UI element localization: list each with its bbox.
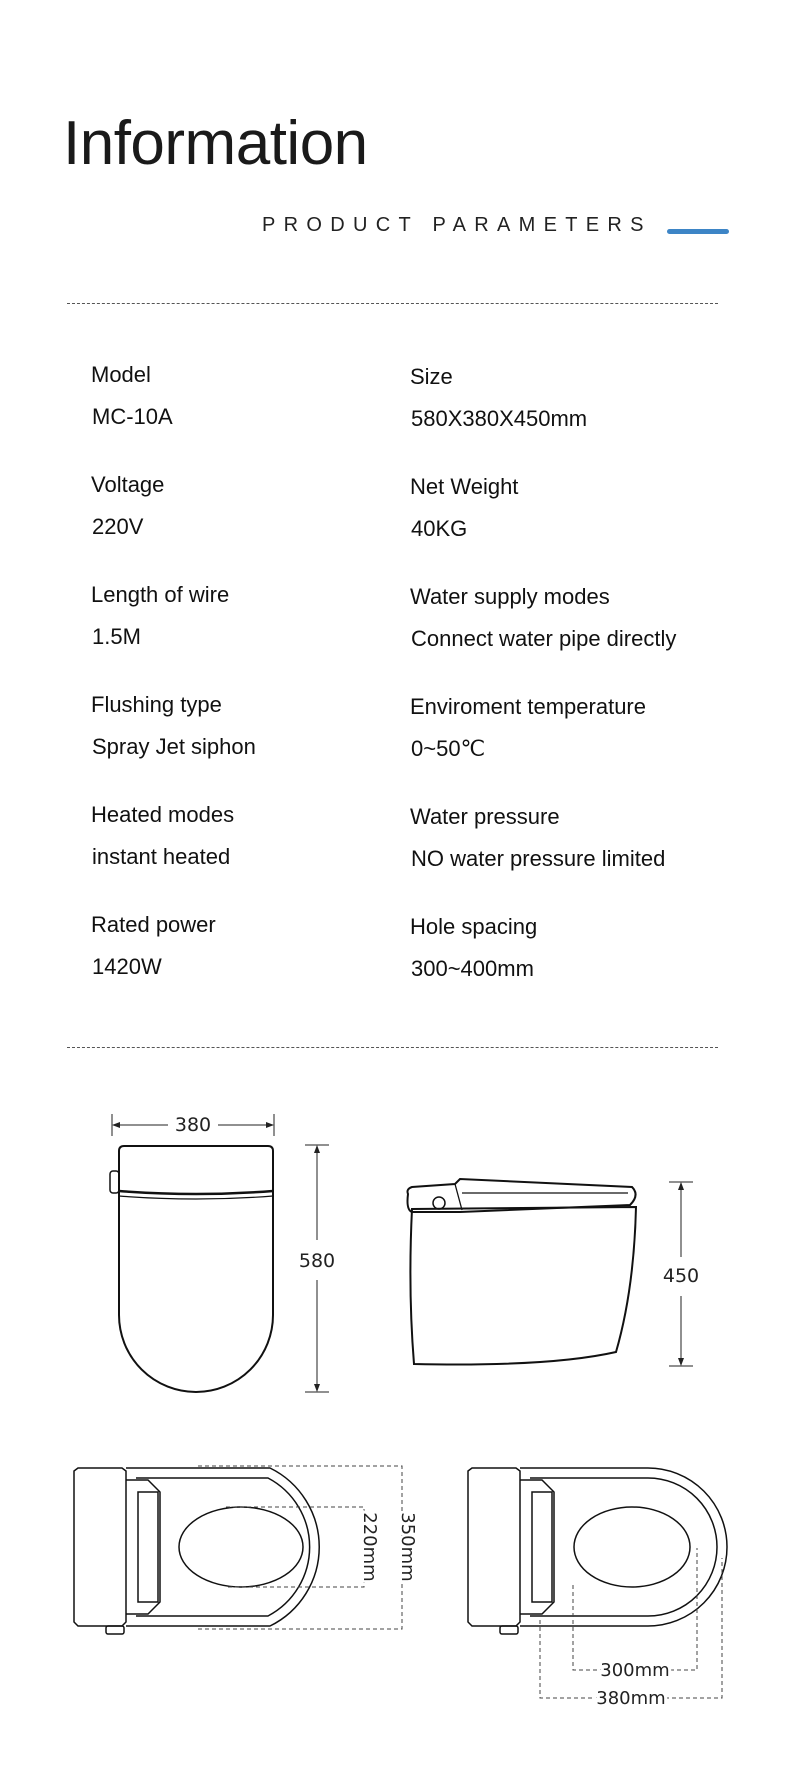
param-label: Length of wire (91, 582, 230, 607)
plan-outer-label: 350mm (397, 1512, 418, 1582)
param-label: Hole spacing (410, 914, 538, 939)
param-value: Connect water pipe directly (411, 626, 677, 651)
param-label: Heated modes (91, 802, 235, 827)
front-view-drawing (110, 1146, 273, 1392)
param-value: Spray Jet siphon (92, 734, 256, 759)
plan-view-left (74, 1468, 319, 1634)
param-value: 220V (92, 514, 144, 539)
param-label: Enviroment temperature (410, 694, 646, 719)
param-value: 40KG (411, 516, 468, 541)
plan-inner-label: 220mm (359, 1512, 380, 1582)
page-subtitle: PRODUCT PARAMETERS (262, 214, 652, 236)
param-label: Flushing type (91, 692, 222, 717)
param-label: Size (410, 364, 453, 389)
param-label: Rated power (91, 912, 216, 937)
side-view-drawing (408, 1179, 637, 1365)
param-value: 0~50℃ (411, 736, 486, 761)
param-value: 580X380X450mm (411, 406, 588, 431)
param-value: instant heated (92, 844, 231, 869)
front-depth-label: 580 (298, 1250, 336, 1272)
side-height-label: 450 (662, 1265, 700, 1287)
param-value: 1.5M (92, 624, 141, 649)
param-label: Model (91, 362, 151, 387)
param-label: Water supply modes (410, 584, 610, 609)
param-label: Net Weight (410, 474, 519, 499)
param-label: Voltage (91, 472, 165, 497)
plan-bottom-outer-label: 380mm (596, 1688, 666, 1709)
plan-bottom-inner-label: 300mm (600, 1660, 670, 1681)
page-title: Information (63, 109, 368, 178)
param-value: MC-10A (92, 404, 173, 429)
param-value: 1420W (92, 954, 162, 979)
param-value: NO water pressure limited (411, 846, 666, 871)
plan-view-right (468, 1468, 727, 1634)
param-value: 300~400mm (411, 956, 534, 981)
param-label: Water pressure (410, 804, 560, 829)
front-width-label: 380 (174, 1114, 212, 1136)
